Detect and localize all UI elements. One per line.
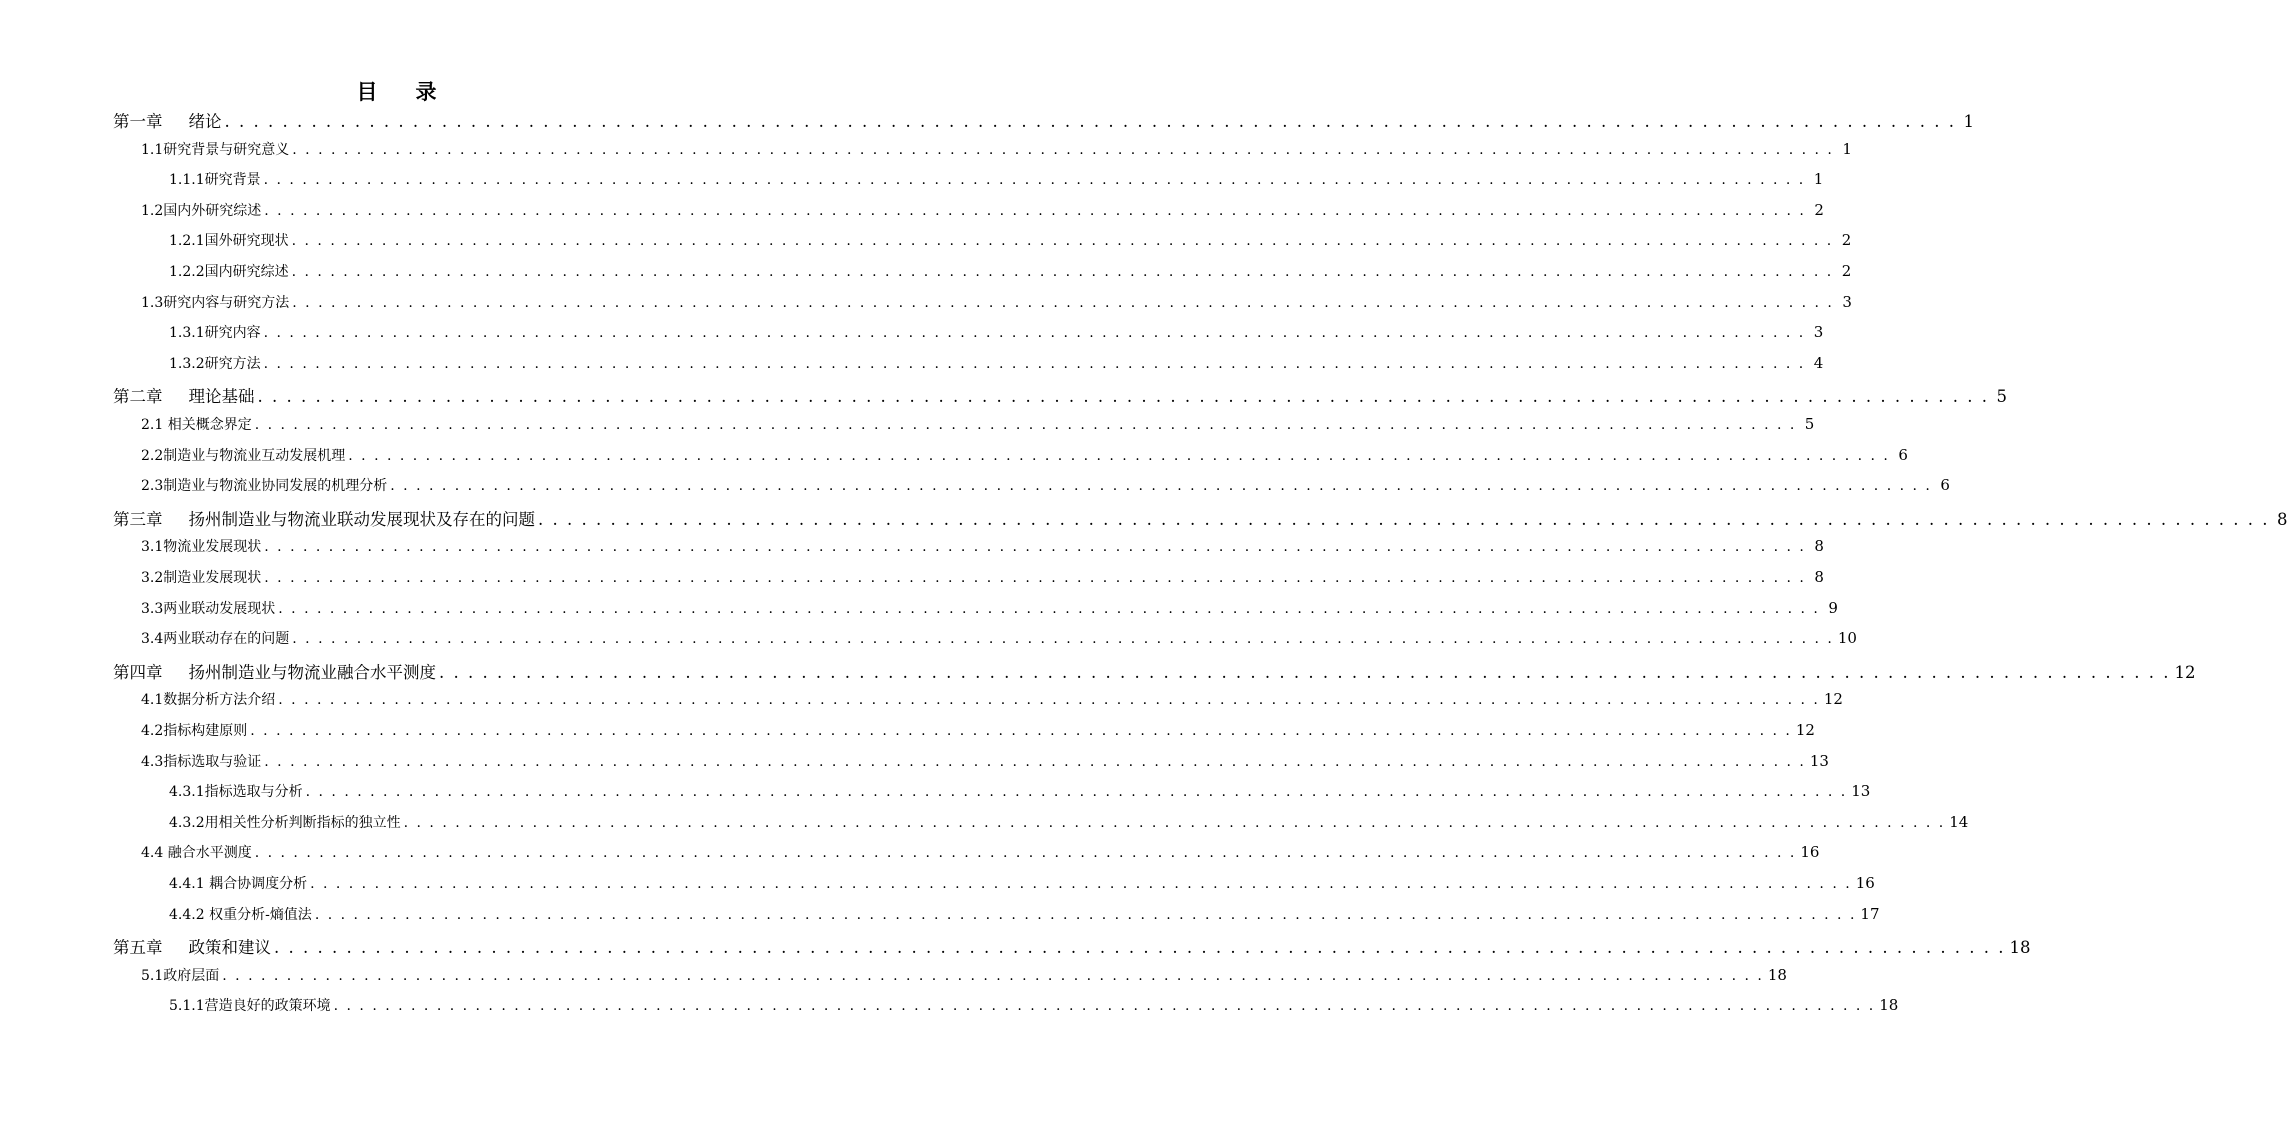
toc-entry-label — [113, 108, 222, 132]
toc-leader-dots: . . . . . . . . . . . . . . . . . . . . . . . . . . . . . . . . . . . . . . . . . . . . . . . . . . . . . . . . . . . . . . . . . . . . . . . . . . . . . . . . . . . . . . . . . . . . . . . . . . . . . . . . . . . . . . . . . . . . . . . . — [263, 172, 1806, 189]
toc-entry-text: 融合水平测度 — [163, 845, 252, 862]
toc-leader-dots: . . . . . . . . . . . . . . . . . . . . . . . . . . . . . . . . . . . . . . . . . . . . . . . . . . . . . . . . . . . . . . . . . . . . . . . . . . . . . . . . . . . . . . . . . . . . . . . . . . . . . . . . . . . . . . . . . . . . . . . . — [222, 967, 1764, 984]
toc-leader-dots: . . . . . . . . . . . . . . . . . . . . . . . . . . . . . . . . . . . . . . . . . . . . . . . . . . . . . . . . . . . . . . . . . . . . . . . . . . . . . . . . . . . . . . . . . . . . . . . . . . . . . . . . . . . . . . . . . . . . . . . . — [263, 355, 1806, 372]
toc-leader-dots: . . . . . . . . . . . . . . . . . . . . . . . . . . . . . . . . . . . . . . . . . . . . . . . . . . . . . . . . . . . . . . . . . . . . . . . . . . . . . . . . . . . . . . . . . . . . . . . . . . . . . . . . . . . . . . . . . . . . . . . . — [278, 692, 1820, 709]
toc-leader-dots: . . . . . . . . . . . . . . . . . . . . . . . . . . . . . . . . . . . . . . . . . . . . . . . . . . . . . . . . . . . . . . . . . . . . . . . . . . . . . . . . . . . . . . . . . . . . . . . . . . . . . . . . . . . . . . . . . . . . . . . . — [291, 264, 1834, 280]
toc-entry-text: 研究方法 — [204, 355, 261, 372]
toc-entry-text: 制造业发展现状 — [163, 570, 262, 586]
toc-leader-dots: . . . . . . . . . . . . . . . . . . . . . . . . . . . . . . . . . . . . . . . . . . . . . . . . . . . . . . . . . . . . . . . . . . . . . . . . . . . . . . . . . . . . . . . . . . . . . . . . . . . . . . . . . . . . . . . . . . . . . . . . — [292, 294, 1834, 311]
toc-entry[interactable] — [113, 659, 2196, 683]
toc-entry-number: 4.3.1 — [169, 784, 205, 801]
toc-entry-label — [141, 475, 387, 495]
toc-entry-label — [141, 628, 289, 648]
toc-entry[interactable] — [169, 873, 1875, 893]
toc-entry-label — [169, 781, 303, 801]
toc-entry-label — [141, 842, 252, 862]
toc-entry-label — [141, 414, 252, 434]
toc-page-number: 13 — [1851, 782, 1871, 801]
toc-page-number: 4 — [1813, 353, 1824, 372]
toc-entry-text: 制造业与物流业互动发展机理 — [163, 447, 346, 464]
toc-page-number: 3 — [1842, 292, 1852, 311]
toc-entry-text: 扬州制造业与物流业联动发展现状及存在的问题 — [188, 509, 535, 529]
toc-entry[interactable] — [141, 567, 1824, 587]
toc-entry-text: 物流业发展现状 — [163, 539, 262, 556]
toc-entry-number: 1.3.2 — [169, 355, 205, 372]
toc-entry-number: 1.2.2 — [169, 264, 205, 280]
toc-leader-dots: . . . . . . . . . . . . . . . . . . . . . . . . . . . . . . . . . . . . . . . . . . . . . . . . . . . . . . . . . . . . . . . . . . . . . . . . . . . . . . . . . . . . . . . . . . . . . . . . . . . . . . . . . . . . . . . . . . . . . . . . — [348, 447, 1890, 464]
toc-entry-number: 第五章 — [113, 938, 163, 958]
toc-leader-dots: . . . . . . . . . . . . . . . . . . . . . . . . . . . . . . . . . . . . . . . . . . . . . . . . . . . . . . . . . . . . . . . . . . . . . . . . . . . . . . . . . . . . . . . . . . . . . . . . . . . . . . . . . . . . . . . . . . . . . . . . — [250, 723, 1792, 739]
toc-page-number: 12 — [1795, 721, 1815, 739]
toc-page-number: 9 — [1828, 598, 1838, 617]
toc-entry[interactable] — [169, 322, 1824, 342]
toc-leader-dots: . . . . . . . . . . . . . . . . . . . . . . . . . . . . . . . . . . . . . . . . . . . . . . . . . . . . . . . . . . . . . . . . . . . . . . . . . . . . . . . . . . . . . . . . . . . . . . . . . . . . . . . . . . . . . . . . . . . . . . . . — [538, 509, 2270, 529]
toc-entry-text: 权重分析-熵值法 — [204, 906, 312, 923]
toc-entry-label — [141, 720, 247, 740]
toc-leader-dots: . . . . . . . . . . . . . . . . . . . . . . . . . . . . . . . . . . . . . . . . . . . . . . . . . . . . . . . . . . . . . . . . . . . . . . . . . . . . . . . . . . . . . . . . . . . . . . . . . . . . . . . . . . . . . . . . . . . . . . . . — [274, 938, 2006, 958]
toc-page-number: 2 — [1814, 200, 1824, 219]
toc-entry[interactable] — [113, 934, 2031, 958]
toc-entry-text: 营造良好的政策环境 — [204, 998, 331, 1015]
toc-entry[interactable] — [169, 812, 1969, 832]
toc-leader-dots: . . . . . . . . . . . . . . . . . . . . . . . . . . . . . . . . . . . . . . . . . . . . . . . . . . . . . . . . . . . . . . . . . . . . . . . . . . . . . . . . . . . . . . . . . . . . . . . . . . . . . . . . . . . . . . . . . . . . . . . . — [305, 784, 1848, 801]
toc-entry-text: 研究背景与研究意义 — [163, 141, 290, 158]
toc-entry-number: 第三章 — [113, 509, 163, 529]
toc-leader-dots: . . . . . . . . . . . . . . . . . . . . . . . . . . . . . . . . . . . . . . . . . . . . . . . . . . . . . . . . . . . . . . . . . . . . . . . . . . . . . . . . . . . . . . . . . . . . . . . . . . . . . . . . . . . . . . . . . . . . . . . . — [264, 539, 1806, 556]
toc-entry-label — [141, 292, 289, 312]
toc-title-left: 目 — [356, 79, 378, 104]
toc-leader-dots: . . . . . . . . . . . . . . . . . . . . . . . . . . . . . . . . . . . . . . . . . . . . . . . . . . . . . . . . . . . . . . . . . . . . . . . . . . . . . . . . . . . . . . . . . . . . . . . . . . . . . . . . . . . . . . . . . . . . . . . . — [310, 876, 1852, 892]
toc-entry-text: 国外研究现状 — [204, 233, 289, 250]
toc-entry-label — [169, 995, 331, 1015]
toc-entry-label — [141, 445, 345, 465]
toc-entry-label — [113, 383, 255, 407]
toc-entry[interactable] — [169, 169, 1824, 189]
toc-entry[interactable] — [169, 995, 1899, 1015]
toc-entry-number: 3.4 — [141, 631, 164, 648]
toc-page-number: 8 — [1814, 537, 1824, 556]
toc-leader-dots: . . . . . . . . . . . . . . . . . . . . . . . . . . . . . . . . . . . . . . . . . . . . . . . . . . . . . . . . . . . . . . . . . . . . . . . . . . . . . . . . . . . . . . . . . . . . . . . . . . . . . . . . . . . . . . . . . . . . . . . . — [254, 845, 1797, 862]
toc-entry-number: 1.1 — [141, 141, 164, 158]
toc-leader-dots: . . . . . . . . . . . . . . . . . . . . . . . . . . . . . . . . . . . . . . . . . . . . . . . . . . . . . . . . . . . . . . . . . . . . . . . . . . . . . . . . . . . . . . . . . . . . . . . . . . . . . . . . . . . . . . . . . . . . . . . . — [264, 753, 1806, 770]
toc-page-number: 1 — [1813, 170, 1824, 189]
toc-entry-text: 用相关性分析判断指标的独立性 — [204, 814, 401, 831]
toc-page-number: 18 — [1767, 965, 1787, 984]
toc-entry-text: 扬州制造业与物流业融合水平测度 — [188, 662, 436, 682]
toc-entry-number: 4.2 — [141, 723, 164, 739]
toc-entry-label — [169, 353, 261, 373]
toc-leader-dots: . . . . . . . . . . . . . . . . . . . . . . . . . . . . . . . . . . . . . . . . . . . . . . . . . . . . . . . . . . . . . . . . . . . . . . . . . . . . . . . . . . . . . . . . . . . . . . . . . . . . . . . . . . . . . . . . . . . . . . . . — [278, 600, 1820, 617]
toc-leader-dots: . . . . . . . . . . . . . . . . . . . . . . . . . . . . . . . . . . . . . . . . . . . . . . . . . . . . . . . . . . . . . . . . . . . . . . . . . . . . . . . . . . . . . . . . . . . . . . . . . . . . . . . . . . . . . . . . . . . . . . . . — [292, 141, 1834, 158]
toc-entry[interactable] — [169, 781, 1871, 801]
toc-entry-number: 第二章 — [113, 387, 163, 407]
toc-entry-number: 2.1 — [141, 417, 164, 433]
toc-entry[interactable] — [169, 261, 1852, 281]
toc-leader-dots: . . . . . . . . . . . . . . . . . . . . . . . . . . . . . . . . . . . . . . . . . . . . . . . . . . . . . . . . . . . . . . . . . . . . . . . . . . . . . . . . . . . . . . . . . . . . . . . . . . . . . . . . . . . . . . . . . . . . . . . . — [263, 325, 1806, 342]
toc-page-number: 8 — [1814, 568, 1824, 586]
toc-entry-text: 绪论 — [188, 112, 222, 131]
toc-entry-label — [169, 169, 261, 189]
toc-entry-text: 相关概念界定 — [163, 417, 252, 433]
toc-page-number: 1 — [1963, 112, 1975, 131]
toc-leader-dots: . . . . . . . . . . . . . . . . . . . . . . . . . . . . . . . . . . . . . . . . . . . . . . . . . . . . . . . . . . . . . . . . . . . . . . . . . . . . . . . . . . . . . . . . . . . . . . . . . . . . . . . . . . . . . . . . . . . . . . . . — [292, 631, 1834, 648]
toc-entry-text: 指标构建原则 — [163, 723, 248, 739]
toc-entry-label — [141, 567, 261, 587]
toc-entry-number: 5.1.1 — [169, 998, 205, 1015]
toc-entry[interactable] — [169, 230, 1852, 250]
toc-leader-dots: . . . . . . . . . . . . . . . . . . . . . . . . . . . . . . . . . . . . . . . . . . . . . . . . . . . . . . . . . . . . . . . . . . . . . . . . . . . . . . . . . . . . . . . . . . . . . . . . . . . . . . . . . . . . . . . . . . . . . . . . — [257, 387, 1990, 407]
toc-entry-number: 1.1.1 — [169, 172, 205, 189]
toc-page-number: 6 — [1940, 476, 1950, 495]
toc-entry-number: 1.2.1 — [169, 233, 205, 250]
toc-entry-number: 3.1 — [141, 539, 164, 556]
toc-entry[interactable] — [113, 506, 2288, 530]
toc-entry-label — [169, 812, 401, 832]
toc-entry-label — [169, 230, 289, 250]
toc-entry-text: 数据分析方法介绍 — [163, 692, 276, 709]
toc-entry[interactable] — [141, 720, 1815, 740]
toc-entry-label — [113, 506, 535, 530]
toc-entry[interactable] — [141, 292, 1852, 312]
toc-entry-label — [141, 139, 289, 159]
toc-page-number: 18 — [2009, 938, 2031, 958]
toc-entry[interactable] — [141, 475, 1950, 495]
toc-entry-text: 研究内容 — [204, 325, 261, 342]
toc-entry-text: 指标选取与验证 — [163, 753, 262, 770]
toc-entry[interactable] — [141, 139, 1852, 159]
toc-entry-number: 第四章 — [113, 662, 163, 682]
toc-entry-label — [113, 659, 436, 683]
toc-entry-number: 1.2 — [141, 202, 164, 219]
toc-entry[interactable] — [141, 200, 1824, 220]
toc-leader-dots: . . . . . . . . . . . . . . . . . . . . . . . . . . . . . . . . . . . . . . . . . . . . . . . . . . . . . . . . . . . . . . . . . . . . . . . . . . . . . . . . . . . . . . . . . . . . . . . . . . . . . . . . . . . . . . . . . . . . . . . . — [314, 906, 1857, 923]
toc-entry-label — [141, 689, 275, 709]
toc-entry-number: 4.4 — [141, 845, 164, 862]
toc-leader-dots: . . . . . . . . . . . . . . . . . . . . . . . . . . . . . . . . . . . . . . . . . . . . . . . . . . . . . . . . . . . . . . . . . . . . . . . . . . . . . . . . . . . . . . . . . . . . . . . . . . . . . . . . . . . . . . . . . . . . . . . . — [291, 233, 1834, 250]
toc-entry-label — [169, 904, 312, 924]
toc-entry-number: 1.3 — [141, 294, 164, 311]
toc-entry-label — [141, 598, 275, 618]
toc-title-right: 录 — [415, 79, 437, 104]
toc-entry-number: 4.4.1 — [169, 876, 205, 892]
toc-entry-number: 3.3 — [141, 600, 164, 617]
toc-entry[interactable] — [141, 628, 1857, 648]
toc-page-number: 16 — [1855, 874, 1875, 892]
toc-page-number: 18 — [1879, 996, 1899, 1015]
toc-page-number: 12 — [1823, 690, 1843, 709]
toc-entry-label — [141, 200, 261, 220]
toc-entry-number: 4.1 — [141, 692, 164, 709]
toc-entry[interactable] — [141, 689, 1843, 709]
toc-entry[interactable] — [169, 904, 1880, 924]
toc-page-number: 12 — [2174, 662, 2196, 682]
toc-entry-text: 理论基础 — [188, 387, 255, 407]
toc-entry-text: 两业联动发展现状 — [163, 600, 276, 617]
toc-entry[interactable] — [113, 383, 2008, 407]
toc-page-number: 10 — [1837, 629, 1857, 648]
toc-entry-label — [169, 322, 261, 342]
toc-entry[interactable] — [113, 108, 1975, 132]
toc-entry-text: 制造业与物流业协同发展的机理分析 — [163, 478, 388, 495]
toc-page-number: 8 — [2277, 509, 2288, 529]
toc-title — [0, 76, 793, 106]
toc-leader-dots: . . . . . . . . . . . . . . . . . . . . . . . . . . . . . . . . . . . . . . . . . . . . . . . . . . . . . . . . . . . . . . . . . . . . . . . . . . . . . . . . . . . . . . . . . . . . . . . . . . . . . . . . . . . . . . . . . . . . . . . . — [224, 112, 1957, 131]
toc-entry[interactable] — [141, 842, 1820, 862]
toc-entry-text: 两业联动存在的问题 — [163, 631, 290, 648]
toc-page-number: 5 — [1804, 415, 1815, 433]
toc-entry-label — [141, 965, 219, 985]
toc-page-number: 17 — [1860, 904, 1880, 923]
toc-page-number: 5 — [1996, 387, 2008, 407]
toc-leader-dots: . . . . . . . . . . . . . . . . . . . . . . . . . . . . . . . . . . . . . . . . . . . . . . . . . . . . . . . . . . . . . . . . . . . . . . . . . . . . . . . . . . . . . . . . . . . . . . . . . . . . . . . . . . . . . . . . . . . . . . . . — [390, 478, 1932, 495]
toc-page-number: 6 — [1898, 445, 1908, 464]
toc-entry-number: 1.3.1 — [169, 325, 205, 342]
toc-page-number: 2 — [1841, 262, 1852, 280]
toc-page-number: 3 — [1813, 323, 1824, 342]
toc-entry[interactable] — [141, 445, 1908, 465]
toc-leader-dots: . . . . . . . . . . . . . . . . . . . . . . . . . . . . . . . . . . . . . . . . . . . . . . . . . . . . . . . . . . . . . . . . . . . . . . . . . . . . . . . . . . . . . . . . . . . . . . . . . . . . . . . . . . . . . . . . . . . . . . . . — [439, 662, 2171, 682]
toc-entry-text: 政府层面 — [163, 967, 220, 984]
toc-entry-number: 3.2 — [141, 570, 164, 586]
toc-entry-number: 4.4.2 — [169, 906, 205, 923]
toc-entry-number: 5.1 — [141, 967, 164, 984]
toc-entry-label — [141, 536, 261, 556]
toc-entry-text: 国内外研究综述 — [163, 202, 262, 219]
toc-entry-text: 指标选取与分析 — [204, 784, 303, 801]
toc-entry[interactable] — [141, 536, 1824, 556]
toc-entry[interactable] — [141, 414, 1815, 434]
toc-entry-number: 2.2 — [141, 447, 164, 464]
toc-page-number: 2 — [1841, 231, 1852, 250]
toc-entry-number: 4.3 — [141, 753, 164, 770]
toc-entry-label — [169, 261, 289, 281]
toc-entry[interactable] — [141, 598, 1838, 618]
toc-leader-dots: . . . . . . . . . . . . . . . . . . . . . . . . . . . . . . . . . . . . . . . . . . . . . . . . . . . . . . . . . . . . . . . . . . . . . . . . . . . . . . . . . . . . . . . . . . . . . . . . . . . . . . . . . . . . . . . . . . . . . . . . — [254, 417, 1797, 433]
toc-leader-dots: . . . . . . . . . . . . . . . . . . . . . . . . . . . . . . . . . . . . . . . . . . . . . . . . . . . . . . . . . . . . . . . . . . . . . . . . . . . . . . . . . . . . . . . . . . . . . . . . . . . . . . . . . . . . . . . . . . . . . . . . — [264, 202, 1806, 219]
toc-page-number: 14 — [1949, 812, 1969, 831]
toc-entry-number: 第一章 — [113, 112, 163, 131]
toc-entry-text: 研究背景 — [204, 172, 261, 189]
toc-page-number: 13 — [1809, 751, 1829, 770]
toc-page-number: 16 — [1800, 843, 1820, 862]
toc-leader-dots: . . . . . . . . . . . . . . . . . . . . . . . . . . . . . . . . . . . . . . . . . . . . . . . . . . . . . . . . . . . . . . . . . . . . . . . . . . . . . . . . . . . . . . . . . . . . . . . . . . . . . . . . . . . . . . . . . . . . . . . . — [333, 998, 1876, 1015]
toc-entry-text: 耦合协调度分析 — [204, 876, 308, 892]
toc-page-number: 1 — [1842, 139, 1852, 158]
toc-entry-text: 政策和建议 — [188, 938, 271, 958]
toc-entry-label — [169, 873, 307, 893]
toc-entry-label — [141, 751, 261, 771]
toc-entry-number: 2.3 — [141, 478, 164, 495]
toc-entry[interactable] — [141, 965, 1787, 985]
toc-entry[interactable] — [141, 751, 1829, 771]
toc-entry-text: 国内研究综述 — [204, 264, 289, 280]
toc-entry-text: 研究内容与研究方法 — [163, 294, 290, 311]
toc-leader-dots: . . . . . . . . . . . . . . . . . . . . . . . . . . . . . . . . . . . . . . . . . . . . . . . . . . . . . . . . . . . . . . . . . . . . . . . . . . . . . . . . . . . . . . . . . . . . . . . . . . . . . . . . . . . . . . . . . . . . . . . . — [403, 814, 1946, 831]
toc-entry-label — [113, 934, 271, 958]
toc-leader-dots: . . . . . . . . . . . . . . . . . . . . . . . . . . . . . . . . . . . . . . . . . . . . . . . . . . . . . . . . . . . . . . . . . . . . . . . . . . . . . . . . . . . . . . . . . . . . . . . . . . . . . . . . . . . . . . . . . . . . . . . . — [264, 570, 1806, 586]
toc-entry[interactable] — [169, 353, 1824, 373]
toc-entry-number: 4.3.2 — [169, 814, 205, 831]
